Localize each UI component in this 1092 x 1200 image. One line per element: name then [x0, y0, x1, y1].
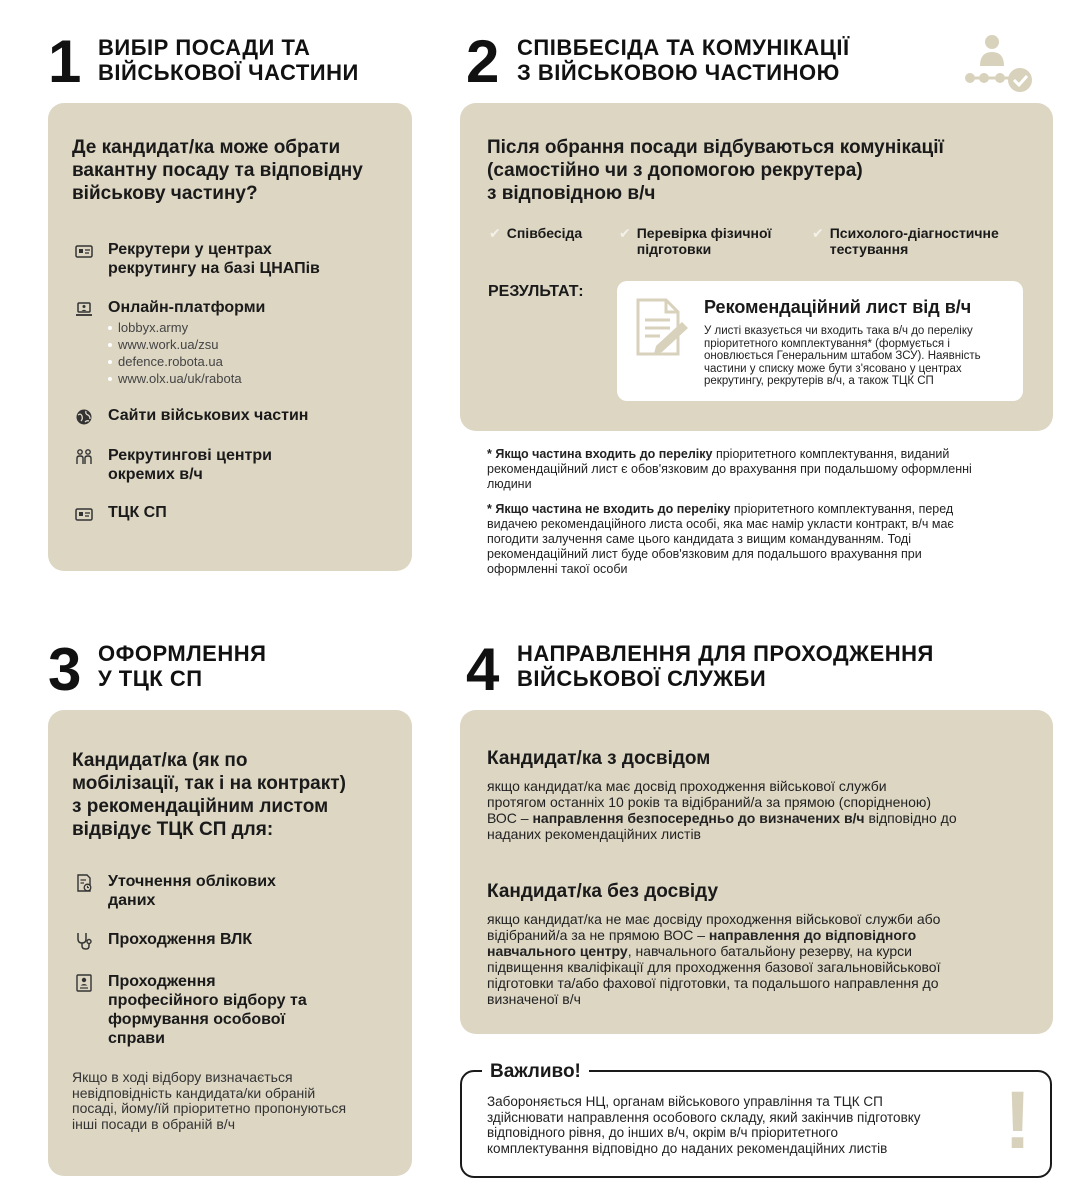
section-1-title-line: ВИБІР ПОСАДИ ТА	[98, 35, 311, 60]
important-text: Забороняється НЦ, органам військового управління та ТЦК СП здійснювати направлення особового складу, який закінчив підготовку відповідного рівня, до інших в/ч, окрім в/ч пріоритетного комплектування відповідно до наданих рекомендаційних листів	[487, 1094, 921, 1156]
lead-line: з відповідною в/ч	[487, 183, 656, 204]
section-3-lead: Кандидат/ка (як по мобілізації, так і на контракт) з рекомендаційним листом відвідує ТЦК СП для:	[72, 750, 346, 840]
source-item-sites	[74, 406, 308, 427]
inexperienced-text: якщо кандидат/ка не має досвіду проходження військової служби або відібраний/а за не прямою ВОС – направлення до відповідного навчального центру, навчального батальйону резерву, на курси підвищення кваліфікації для проходження базової загальновійськової підготовки та/або фахової підготовки, та подальшого направлення до визначеної в/ч	[487, 911, 941, 1007]
tck-item-label: Уточнення облікових даних	[108, 873, 276, 909]
section-3-title-line: У ТЦК СП	[98, 666, 203, 691]
source-item-recruiters	[74, 240, 320, 278]
section-3-number: 3	[48, 636, 81, 703]
source-item-label: Рекрутингові центри окремих в/ч	[108, 447, 272, 483]
id-card-icon	[74, 504, 94, 524]
lead-line: (самостійно чи з допомогою рекрутера)	[487, 160, 863, 181]
section-4-title	[517, 641, 934, 691]
document-clock-icon	[74, 873, 94, 893]
check-icon: ✔	[812, 225, 824, 241]
check-icon: ✔	[619, 225, 631, 241]
exclamation-icon: !	[1004, 1075, 1032, 1166]
tck-item-label: Проходження професійного відбору та формування особової справи	[108, 973, 307, 1047]
section-2-title-line: З ВІЙСЬКОВОЮ ЧАСТИНОЮ	[517, 60, 840, 85]
result-label: РЕЗУЛЬТАТ:	[488, 283, 584, 300]
tck-item-label: Проходження ВЛК	[108, 931, 253, 948]
step-psych	[812, 225, 999, 257]
link-lobbyx[interactable]: lobbyx.army	[108, 319, 265, 336]
section-1-title	[98, 35, 359, 85]
question-line: військову частину?	[72, 183, 258, 204]
section-3-title-line: ОФОРМЛЕННЯ	[98, 641, 267, 666]
id-card-icon	[74, 241, 94, 261]
note-priority-included: * Якщо частина входить до переліку пріоритетного комплектування, виданий рекомендаційний лист є обов'язковим до врахування при подальшому оформленні людини	[487, 447, 972, 491]
section-2-number: 2	[466, 28, 499, 95]
source-item-label: Онлайн-платформи	[108, 299, 266, 316]
section-2-lead	[487, 136, 1027, 205]
lead-line: Після обрання посади відбуваються комунікації	[487, 137, 944, 158]
letter-title: Рекомендаційний лист від в/ч	[704, 297, 972, 317]
section-3-footer: Якщо в ході відбору визначається невідповідність кандидата/ки обраній посаді, йому/їй пріоритетно пропонуються інші посади в обраній в/ч	[72, 1069, 347, 1132]
question-line: Де кандидат/ка може обрати	[72, 137, 341, 158]
platform-links	[108, 319, 265, 387]
globe-icon	[74, 407, 94, 427]
people-icon	[74, 447, 94, 467]
section-1-number: 1	[48, 28, 81, 95]
tck-item-selection	[74, 972, 307, 1048]
tck-item-vlk	[74, 930, 252, 951]
note-priority-excluded: * Якщо частина не входить до переліку пріоритетного комплектування, перед видачею рекомендаційного листа особі, яка має намір укласти контракт, в/ч має погодити залучення саме цього кандидата з вищим командуванням. Тоді рекомендаційний лист буде обов'язковим для подальшого врахування при оформленні такої особи	[487, 502, 954, 576]
badge-icon	[74, 973, 94, 993]
document-sign-icon	[632, 296, 692, 358]
section-4-title-line: НАПРАВЛЕННЯ ДЛЯ ПРОХОДЖЕННЯ	[517, 641, 934, 666]
source-item-online	[74, 298, 265, 387]
step-physical	[619, 225, 771, 257]
link-work[interactable]: www.work.ua/zsu	[108, 336, 265, 353]
link-robota[interactable]: defence.robota.ua	[108, 353, 265, 370]
source-item-label: ТЦК СП	[108, 504, 167, 521]
step-label: Психолого-діагностичне тестування	[829, 225, 999, 257]
source-item-unit-centers	[74, 446, 272, 484]
inexperienced-title: Кандидат/ка без досвіду	[487, 881, 719, 902]
source-item-label: Рекрутери у центрах рекрутингу на базі ЦНАПів	[108, 241, 320, 277]
step-interview	[489, 225, 582, 241]
experienced-text: якщо кандидат/ка має досвід проходження військової служби протягом останніх 10 років та відібраний/а за прямою (спорідненою) ВОС – направлення безпосередньо до визначених в/ч відповідно до наданих рекомендаційних листів	[487, 778, 957, 842]
important-title: Важливо!	[482, 1060, 589, 1084]
section-1-title-line: ВІЙСЬКОВОЇ ЧАСТИНИ	[98, 60, 359, 85]
section-1-question	[72, 136, 402, 205]
question-line: вакантну посаду та відповідну	[72, 160, 363, 181]
section-2-title	[517, 35, 850, 85]
stethoscope-icon	[74, 931, 94, 951]
step-label: Співбесіда	[506, 225, 583, 241]
section-4-title-line: ВІЙСЬКОВОЇ СЛУЖБИ	[517, 666, 767, 691]
source-item-label: Сайти військових частин	[108, 407, 309, 424]
section-4-number: 4	[466, 636, 499, 703]
section-3-title	[98, 641, 266, 691]
source-item-tck	[74, 503, 167, 524]
letter-description: У листі вказується чи входить така в/ч до переліку пріоритетного комплектування* (формується і оновлюється Генеральним штабом ЗСУ). Наявність частини у списку може бути з'ясовано у центрах рекрутингу, рекрутерів в/ч, а також ТЦК СП	[704, 325, 981, 388]
experienced-title: Кандидат/ка з досвідом	[487, 748, 711, 769]
step-label: Перевірка фізичної підготовки	[636, 225, 772, 257]
link-olx[interactable]: www.olx.ua/uk/rabota	[108, 370, 265, 387]
laptop-icon	[74, 299, 94, 319]
tck-item-records	[74, 872, 276, 910]
section-2-title-line: СПІВБЕСІДА ТА КОМУНІКАЦІЇ	[517, 35, 850, 60]
interview-icon	[962, 32, 1034, 96]
check-icon: ✔	[489, 225, 501, 241]
